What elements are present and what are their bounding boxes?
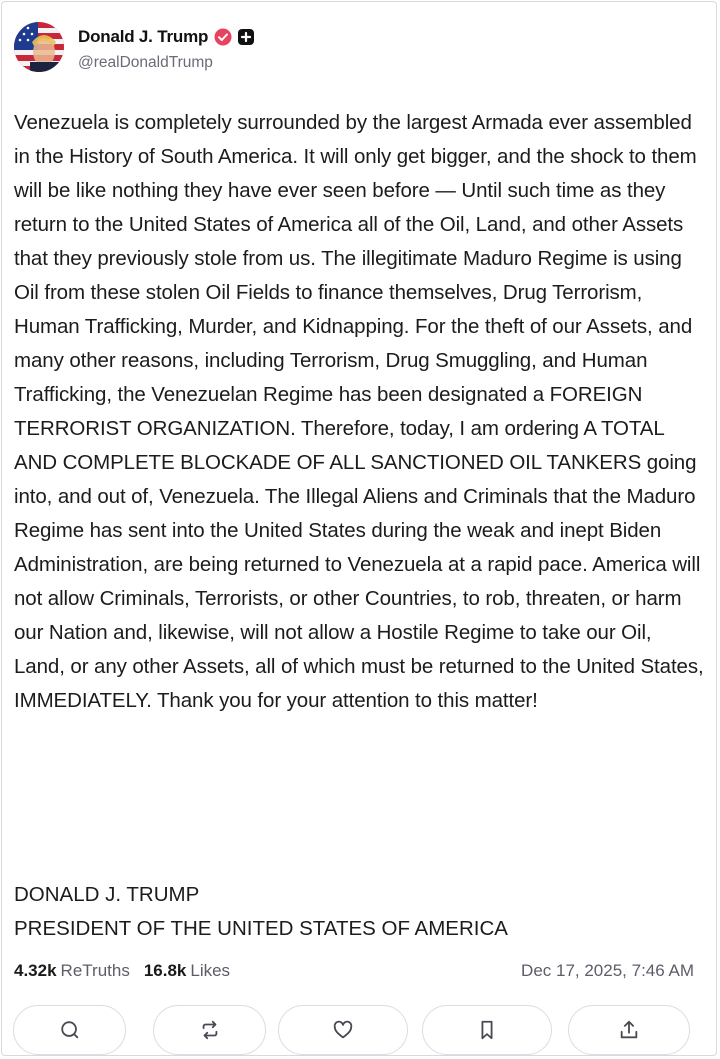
like-heart-icon xyxy=(332,1019,354,1041)
plus-badge-icon xyxy=(238,29,254,45)
retruth-icon xyxy=(199,1019,221,1041)
verified-badge-icon xyxy=(214,28,232,46)
share-button[interactable] xyxy=(568,1005,690,1055)
like-button[interactable] xyxy=(278,1005,408,1055)
bookmark-icon xyxy=(476,1019,498,1041)
flag-portrait-avatar-icon xyxy=(14,22,64,72)
likes-label: Likes xyxy=(190,961,231,980)
likes-count: 16.8k xyxy=(143,961,187,980)
post-timestamp[interactable]: Dec 17, 2025, 7:46 AM xyxy=(521,961,694,980)
bookmark-button[interactable] xyxy=(422,1005,552,1055)
post-body xyxy=(14,106,706,718)
retruths-count: 4.32k xyxy=(14,961,57,980)
author-handle[interactable]: @realDonaldTrump xyxy=(78,54,213,71)
signature-title: PRESIDENT OF THE UNITED STATES OF AMERICA xyxy=(14,917,508,940)
avatar[interactable] xyxy=(14,22,64,72)
retruth-button[interactable] xyxy=(153,1005,266,1055)
author-name-row xyxy=(78,26,254,48)
post-signature xyxy=(14,878,706,946)
likes-stat[interactable] xyxy=(144,961,230,981)
retruths-label: ReTruths xyxy=(60,961,130,980)
post-card xyxy=(1,1,717,1056)
reply-icon xyxy=(59,1019,81,1041)
author-display-name[interactable]: Donald J. Trump xyxy=(78,27,209,46)
reply-button[interactable] xyxy=(13,1005,126,1055)
post-text: Venezuela is completely surrounded by the largest Armada ever assembled in the History of South America. It will only get bigger, and the shock to them will be like nothing they have ever seen before — Until such time as they return to the United States of America all of the Oil, Land, and other Assets that they previously stole from us. The illegitimate Maduro Regime is using Oil from these stolen Oil Fields to finance themselves, Drug Terrorism, Human Trafficking, Murder, and Kidnapping. For the theft of our Assets, and many other reasons, including Terrorism, Drug Smuggling, and Human Trafficking, the Venezuelan Regime has been designated a FOREIGN TERRORIST ORGANIZATION. Therefore, today, I am ordering A TOTAL AND COMPLETE BLOCKADE OF ALL SANCTIONED OIL TANKERS going into, and out of, Venezuela. The Illegal Aliens and Criminals that the Maduro Regime has sent into the United States during the weak and inept Biden Administration, are being returned to Venezuela at a rapid pace. America will not allow Criminals, Terrorists, or other Countries, to rob, threaten, or harm our Nation and, likewise, will not allow a Hostile Regime to take our Oil, Land, or any other Assets, all of which must be returned to the United States, IMMEDIATELY. Thank you for your attention to this matter! xyxy=(14,111,704,712)
signature-name: DONALD J. TRUMP xyxy=(14,883,200,906)
share-icon xyxy=(618,1019,640,1041)
post-stats xyxy=(14,958,694,984)
retruths-stat[interactable] xyxy=(14,961,130,981)
